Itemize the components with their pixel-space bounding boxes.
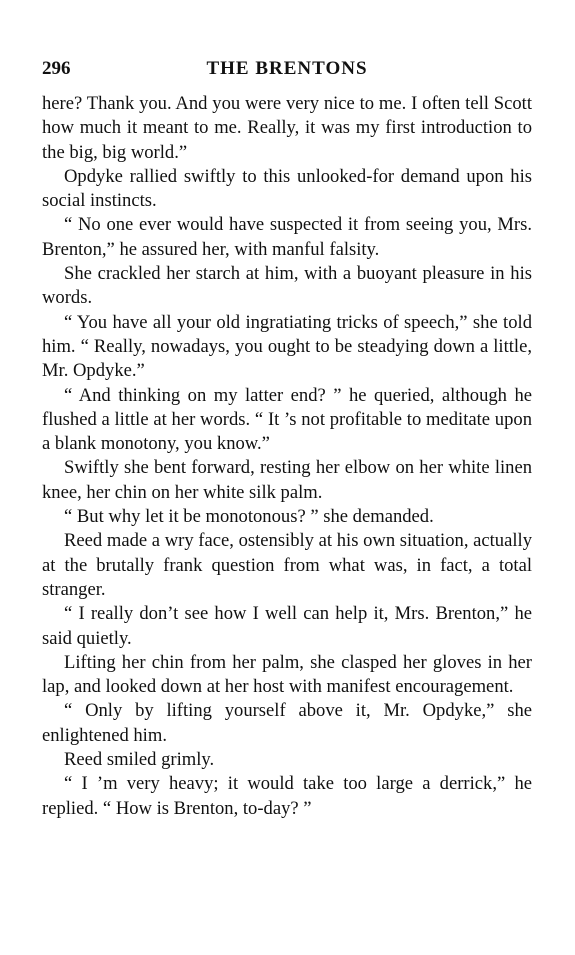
paragraph: Opdyke rallied swiftly to this unlooked-for demand upon his social instincts.: [42, 165, 532, 212]
paragraph: Reed smiled grimly.: [64, 749, 215, 771]
paragraph: “ But why let it be monotonous? ” she demanded.: [64, 506, 434, 528]
paragraph: “ I ’m very heavy; it would take too large a derrick,” he replied. “ How is Brenton, to-day? ”: [42, 773, 532, 819]
paragraph: “ No one ever would have suspected it from seeing you, Mrs. Brenton,” he assured her, with manful falsity.: [42, 214, 532, 260]
paragraph: “ Only by lifting yourself above it, Mr. Opdyke,” she enlightened him.: [42, 700, 532, 746]
paragraph: Lifting her chin from her palm, she clasped her gloves in her lap, and looked down at her host with manifest encouragement.: [42, 651, 532, 698]
paragraph: here? Thank you. And you were very nice to me. I often tell Scott how much it meant to me. Really, it was my first introduction to the big, big world.”: [42, 93, 532, 163]
paragraph: “ I really don’t see how I well can help it, Mrs. Brenton,” he said quietly.: [42, 603, 532, 649]
paragraph: “ You have all your old ingratiating tricks of speech,” she told him. “ Really, nowadays, you ought to be steadying down a little, Mr. Opdyke.”: [42, 311, 532, 382]
page-number: 296: [42, 58, 71, 79]
paragraph: “ And thinking on my latter end? ” he queried, although he flushed a little at her words. “ It ’s not profitable to meditate upon a blank monotony, you know.”: [42, 384, 532, 455]
page-header: [42, 58, 532, 84]
body-text: [42, 92, 532, 821]
paragraph: She crackled her starch at him, with a buoyant pleasure in his words.: [42, 263, 532, 309]
paragraph: Reed made a wry face, ostensibly at his own situation, actually at the brutally frank question from what was, in fact, a total stranger.: [42, 530, 532, 600]
running-head: THE BRENTONS: [206, 58, 368, 79]
paragraph: Swiftly she bent forward, resting her elbow on her white linen knee, her chin on her white silk palm.: [42, 457, 532, 503]
